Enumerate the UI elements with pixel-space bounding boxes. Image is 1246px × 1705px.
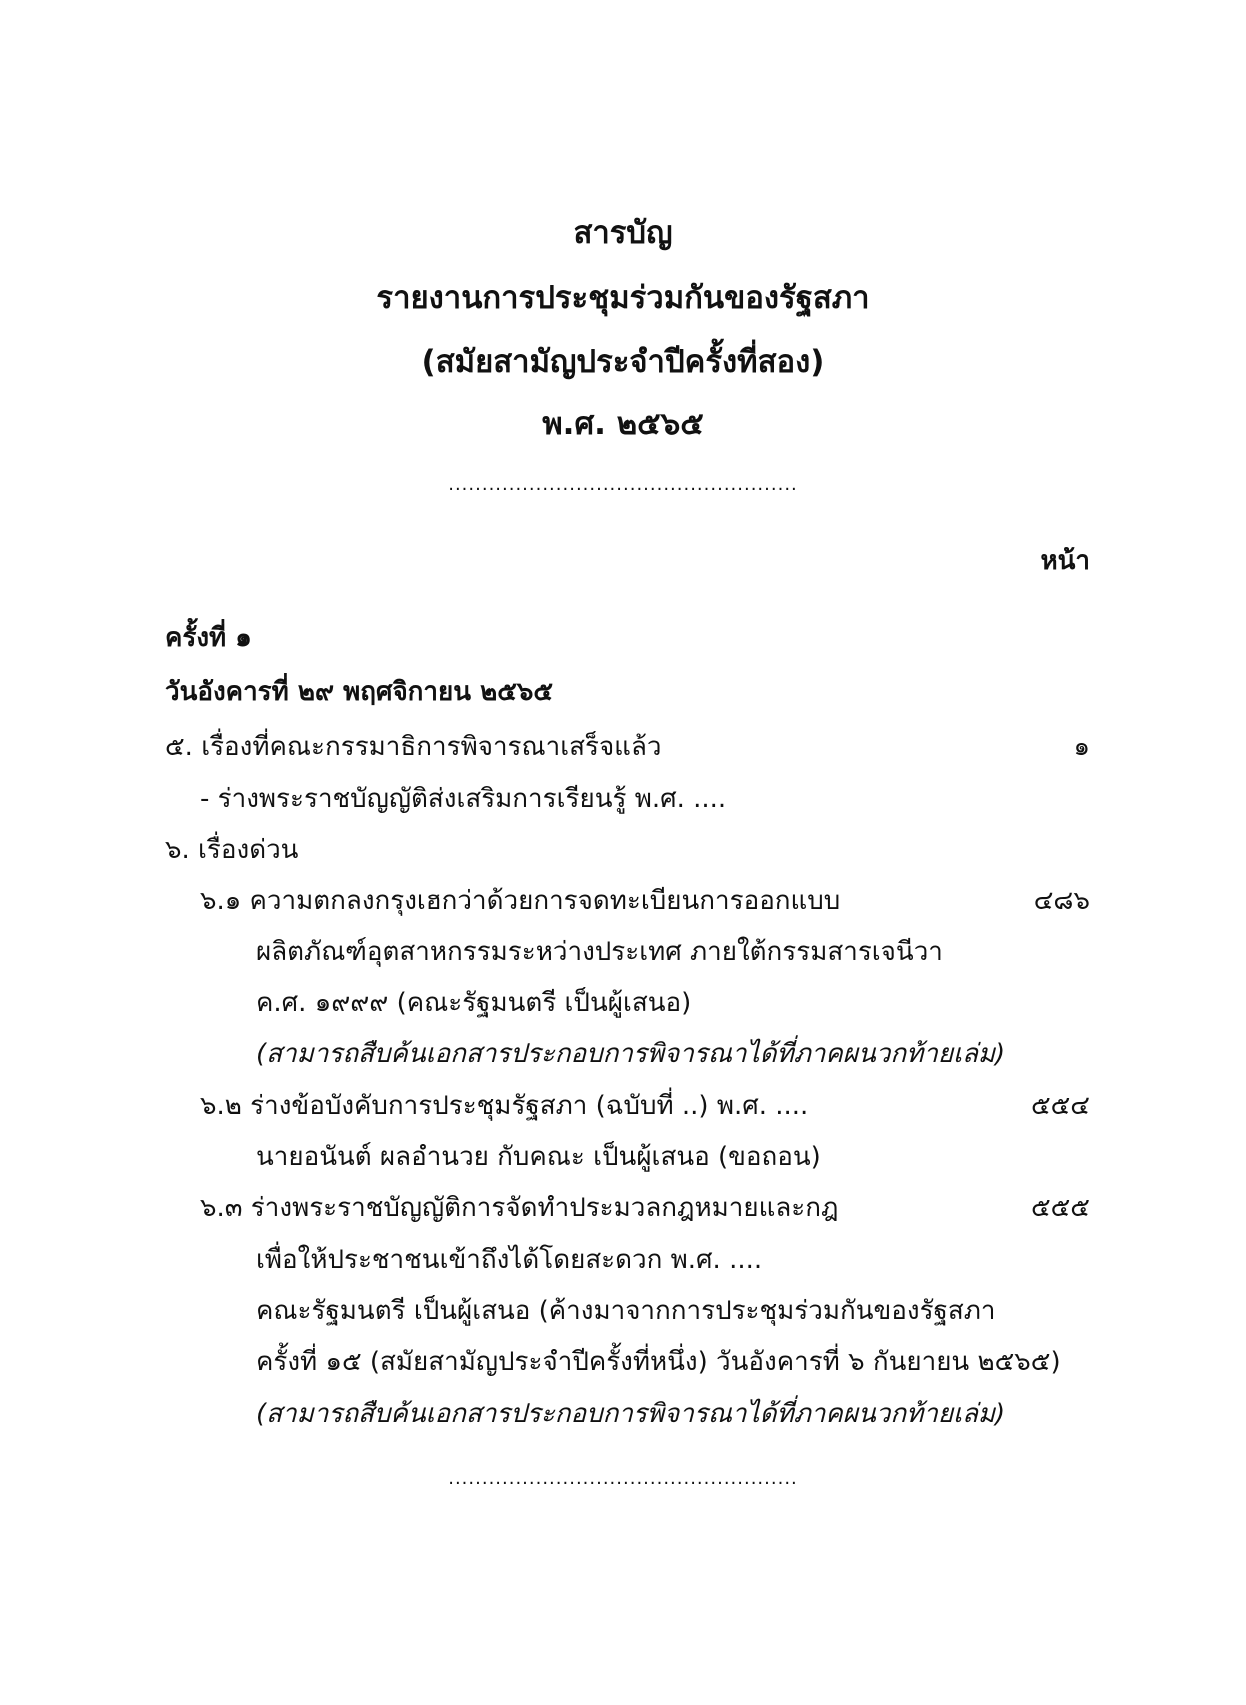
toc-item-6-3-line2: เพื่อให้ประชาชนเข้าถึงได้โดยสะดวก พ.ศ. ....: [256, 1245, 763, 1275]
toc-item-6: ๖. เรื่องด่วน: [165, 835, 299, 865]
toc-item-5: ๕. เรื่องที่คณะกรรมาธิการพิจารณาเสร็จแล้ว: [165, 732, 662, 762]
toc-title: สารบัญ: [573, 215, 673, 251]
toc-item-5-page: ๑: [1073, 732, 1090, 762]
session-date: วันอังคารที่ ๒๙ พฤศจิกายน ๒๕๖๕: [165, 677, 554, 707]
bottom-divider: ....................................................: [448, 1468, 798, 1489]
toc-item-5-sub: - ร่างพระราชบัญญัติส่งเสริมการเรียนรู้ พ.ศ. ....: [200, 784, 727, 814]
top-divider: ....................................................: [448, 474, 798, 495]
toc-item-6-3-page: ๕๕๕: [1030, 1193, 1090, 1223]
toc-item-6-1-line2: ผลิตภัณฑ์อุตสาหกรรมระหว่างประเทศ ภายใต้กรรมสารเจนีวา: [256, 937, 943, 967]
toc-item-6-1-note: (สามารถสืบค้นเอกสารประกอบการพิจารณาได้ที่ภาคผนวกท้ายเล่ม): [256, 1039, 1006, 1069]
toc-item-6-3-line3: คณะรัฐมนตรี เป็นผู้เสนอ (ค้างมาจากการประชุมร่วมกันของรัฐสภา: [256, 1296, 996, 1326]
toc-item-6-2: ๖.๒ ร่างข้อบังคับการประชุมรัฐสภา (ฉบับที่ ..) พ.ศ. ....: [200, 1091, 809, 1121]
toc-item-6-3-note: (สามารถสืบค้นเอกสารประกอบการพิจารณาได้ที่ภาคผนวกท้ายเล่ม): [256, 1399, 1006, 1429]
toc-item-6-2-page: ๕๕๔: [1030, 1091, 1090, 1121]
page-column-label: หน้า: [1040, 546, 1090, 576]
session-type: (สมัยสามัญประจำปีครั้งที่สอง): [421, 344, 825, 380]
report-title: รายงานการประชุมร่วมกันของรัฐสภา: [376, 280, 870, 316]
toc-item-6-3-line4: ครั้งที่ ๑๕ (สมัยสามัญประจำปีครั้งที่หนึ่ง) วันอังคารที่ ๖ กันยายน ๒๕๖๕): [256, 1347, 1061, 1377]
session-number: ครั้งที่ ๑: [165, 623, 252, 653]
toc-item-6-1-page: ๔๘๖: [1033, 886, 1090, 916]
report-year: พ.ศ. ๒๕๖๕: [542, 406, 704, 442]
toc-item-6-1: ๖.๑ ความตกลงกรุงเฮกว่าด้วยการจดทะเบียนการออกแบบ: [200, 886, 841, 916]
toc-item-6-3: ๖.๓ ร่างพระราชบัญญัติการจัดทำประมวลกฎหมายและกฎ: [200, 1193, 839, 1223]
toc-item-6-2-line2: นายอนันต์ ผลอำนวย กับคณะ เป็นผู้เสนอ (ขอถอน): [256, 1142, 821, 1172]
toc-item-6-1-line3: ค.ศ. ๑๙๙๙ (คณะรัฐมนตรี เป็นผู้เสนอ): [256, 988, 692, 1018]
